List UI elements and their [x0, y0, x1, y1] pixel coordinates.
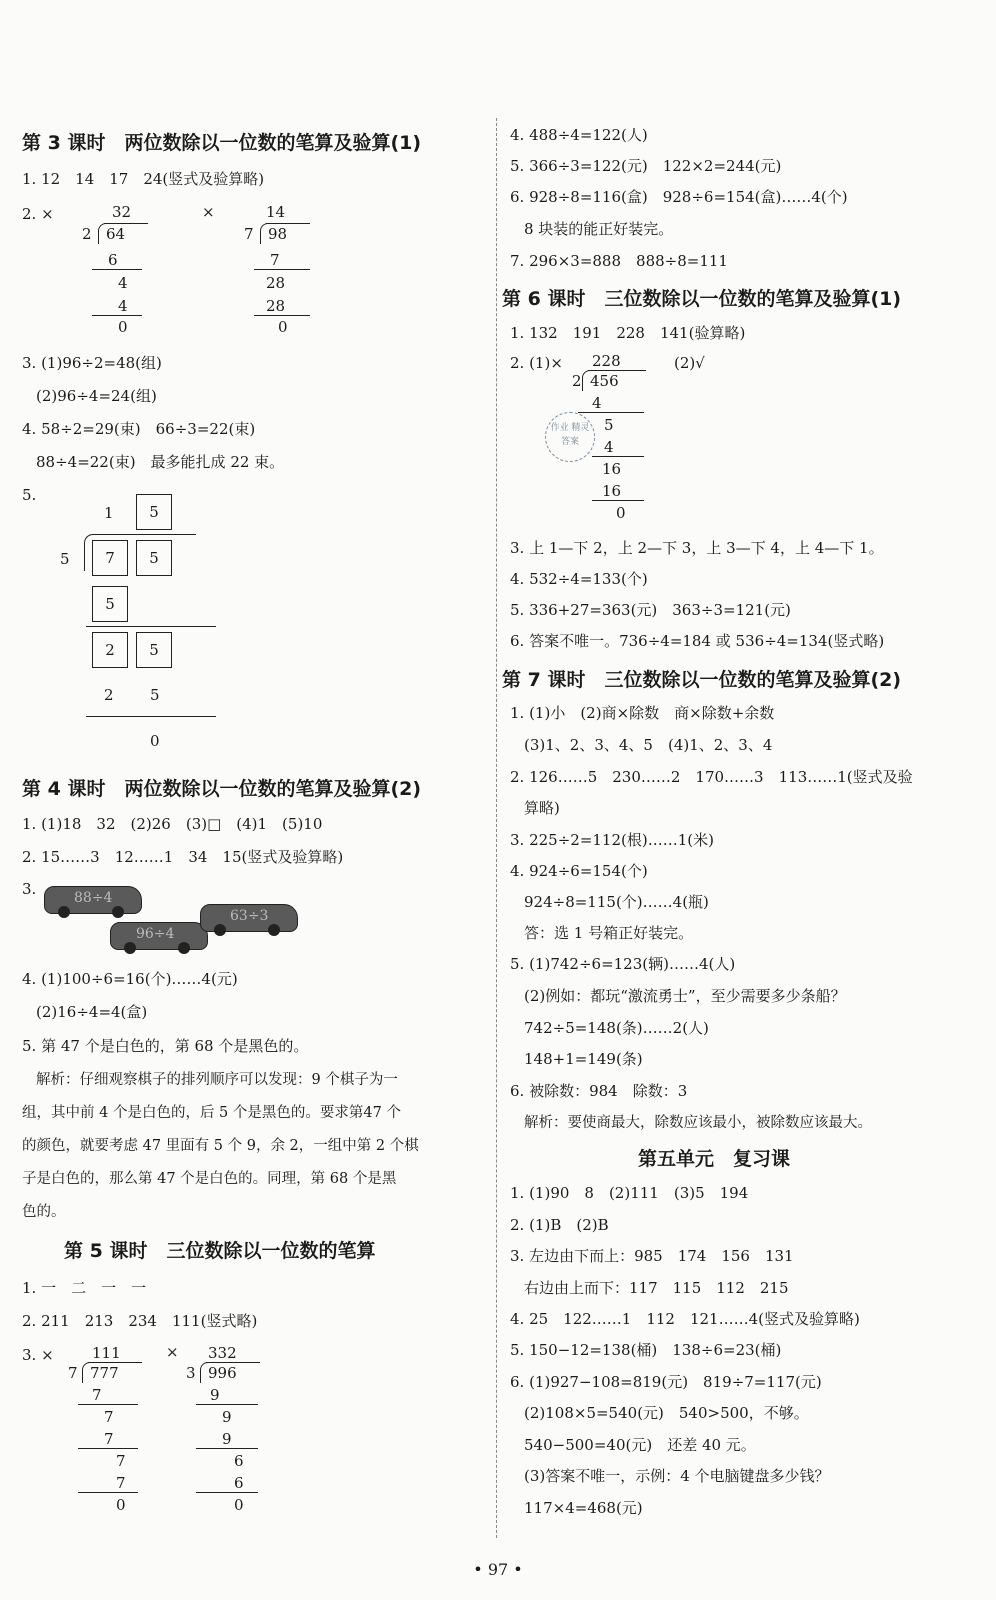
- division-98-by-7: 14 7 98 7 28 28 0: [244, 203, 334, 343]
- l4-q2: 2. 15……3 12……1 34 15(竖式及验算略): [22, 848, 344, 866]
- lesson-7-title: 第 7 课时 三位数除以一位数的笔算及验算(2): [502, 669, 902, 691]
- l4-q4a: 4. (1)100÷6=16(个)……4(元): [22, 970, 238, 988]
- l7-q5a: 5. (1)742÷6=123(辆)……4(人): [510, 955, 736, 973]
- l7-analysis: 解析：要使商最大，除数应该最小，被除数应该最大。: [524, 1115, 872, 1131]
- l4-analysis-2: 组，其中前 4 个是白色的，后 5 个是黑色的。要求第47 个: [22, 1105, 401, 1121]
- lesson-6-title: 第 6 课时 三位数除以一位数的笔算及验算(1): [502, 288, 902, 310]
- division-777-by-7: 111 7 777 7 7 7 7 7 0: [68, 1344, 168, 1524]
- page-number: • 97 •: [473, 1560, 523, 1579]
- l7-q3: 3. 225÷2=112(根)……1(米): [510, 831, 714, 849]
- l6-q4: 4. 532÷4=133(个): [510, 570, 648, 588]
- box-quotient-ones: 5: [136, 494, 172, 530]
- division-456-by-2: 228 2 456 4 5 4 16 16 0: [572, 352, 682, 532]
- l4-analysis-4: 子是白色的，那么第 47 个是白色的。同理，第 68 个是黑: [22, 1171, 397, 1187]
- l4-q5: 5. 第 47 个是白色的，第 68 个是黑色的。: [22, 1037, 309, 1055]
- u5-q2: 2. (1)B (2)B: [510, 1216, 609, 1234]
- box-dividend-ones: 5: [136, 540, 172, 576]
- l7-q2a: 2. 126……5 230……2 170……3 113……1(竖式及验: [510, 768, 913, 786]
- lesson-3-title: 第 3 课时 两位数除以一位数的笔算及验算(1): [22, 132, 422, 154]
- r-q4: 4. 488÷4=122(人): [510, 126, 648, 144]
- box-dividend-tens: 7: [92, 540, 128, 576]
- u5-q6d: (3)答案不唯一，示例：4 个电脑键盘多少钱？: [524, 1467, 830, 1485]
- l3-q2-mark2: ×: [202, 203, 215, 221]
- l7-q1a: 1. (1)小 (2)商×除数 商×除数+余数: [510, 704, 775, 722]
- r-q6b: 8 块装的能正好装完。: [524, 220, 674, 238]
- lesson-4-title: 第 4 课时 两位数除以一位数的笔算及验算(2): [22, 778, 422, 800]
- l3-q1: 1. 12 14 17 24(竖式及验算略): [22, 170, 265, 188]
- u5-q3b: 右边由上而下：117 115 112 215: [524, 1279, 789, 1297]
- column-divider: [496, 118, 497, 1538]
- l3-q2-label: 2. ×: [22, 205, 54, 223]
- l7-q5c: 742÷5=148(条)……2(人): [524, 1019, 709, 1037]
- l5-q2: 2. 211 213 234 111(竖式略): [22, 1312, 258, 1330]
- l7-q4b: 924÷8=115(个)……4(瓶): [524, 893, 709, 911]
- l7-q2b: 算略): [524, 799, 560, 817]
- l4-q1: 1. (1)18 32 (2)26 (3)□ (4)1 (5)10: [22, 815, 323, 833]
- answer-stamp: 作业 精灵 答案: [545, 412, 595, 462]
- r-q7: 7. 296×3=888 888÷8=111: [510, 252, 728, 270]
- l5-q3-label: 3. ×: [22, 1346, 54, 1364]
- lesson-5-title: 第 5 课时 三位数除以一位数的笔算: [64, 1240, 376, 1262]
- l3-q3a: 3. (1)96÷2=48(组): [22, 354, 162, 372]
- r-q6a: 6. 928÷8=116(盒) 928÷6=154(盒)……4(个): [510, 188, 848, 206]
- l7-q4c: 答：选 1 号箱正好装完。: [524, 924, 694, 942]
- l6-q2-b: (2)√: [674, 354, 705, 372]
- r-q5: 5. 366÷3=122(元) 122×2=244(元): [510, 157, 782, 175]
- car-96-div-4: 96÷4: [110, 918, 210, 958]
- car-88-div-4: 88÷4: [44, 880, 144, 920]
- l5-q3-mark2: ×: [166, 1343, 179, 1361]
- l7-q6: 6. 被除数：984 除数：3: [510, 1082, 688, 1100]
- unit-5-title: 第五单元 复习课: [638, 1148, 791, 1170]
- l7-q4a: 4. 924÷6=154(个): [510, 862, 648, 880]
- l6-q5: 5. 336+27=363(元) 363÷3=121(元): [510, 601, 791, 619]
- u5-q6e: 117×4=468(元): [524, 1499, 643, 1517]
- box-step2-ones: 5: [136, 632, 172, 668]
- l7-q1b: (3)1、2、3、4、5 (4)1、2、3、4: [524, 736, 773, 754]
- l7-q5b: (2)例如：都玩“激流勇士”，至少需要多少条船？: [524, 987, 846, 1005]
- u5-q3a: 3. 左边由下而上：985 174 156 131: [510, 1247, 794, 1265]
- box-division: 1 5 5 7 5 5 2 5 2 5 0: [56, 490, 236, 760]
- l3-q3b: (2)96÷4=24(组): [36, 387, 157, 405]
- division-64-by-2: 32 2 64 6 4 4 0: [82, 203, 172, 343]
- l6-q2-a: 2. (1)×: [510, 354, 563, 372]
- division-996-by-3: 332 3 996 9 9 9 6 6 0: [186, 1344, 286, 1524]
- u5-q5: 5. 150−12=138(桶) 138÷6=23(桶): [510, 1341, 782, 1359]
- box-step1: 5: [92, 586, 128, 622]
- l6-q6: 6. 答案不唯一。736÷4=184 或 536÷4=134(竖式略): [510, 632, 885, 650]
- box-step2-tens: 2: [92, 632, 128, 668]
- l4-q4b: (2)16÷4=4(盒): [36, 1003, 148, 1021]
- l4-analysis-1: 解析：仔细观察棋子的排列顺序可以发现：9 个棋子为一: [36, 1072, 398, 1088]
- u5-q6b: (2)108×5=540(元) 540>500，不够。: [524, 1404, 809, 1422]
- u5-q6c: 540−500=40(元) 还差 40 元。: [524, 1436, 756, 1454]
- l6-q1: 1. 132 191 228 141(验算略): [510, 324, 746, 342]
- l4-q3: 3.: [22, 880, 37, 898]
- l3-q4b: 88÷4=22(束) 最多能扎成 22 束。: [36, 453, 285, 471]
- l3-q5: 5.: [22, 486, 37, 504]
- l7-q5d: 148+1=149(条): [524, 1050, 643, 1068]
- car-63-div-3: 63÷3: [200, 900, 300, 940]
- l4-analysis-5: 色的。: [22, 1204, 66, 1220]
- l5-q1: 1. 一 二 一 一: [22, 1279, 147, 1297]
- u5-q4: 4. 25 122……1 112 121……4(竖式及验算略): [510, 1310, 860, 1328]
- l6-q3: 3. 上 1—下 2，上 2—下 3，上 3—下 4，上 4—下 1。: [510, 539, 884, 557]
- l3-q4a: 4. 58÷2=29(束) 66÷3=22(束): [22, 420, 256, 438]
- l4-analysis-3: 的颜色，就要考虑 47 里面有 5 个 9，余 2，一组中第 2 个棋: [22, 1138, 419, 1154]
- u5-q1: 1. (1)90 8 (2)111 (3)5 194: [510, 1184, 749, 1202]
- u5-q6a: 6. (1)927−108=819(元) 819÷7=117(元): [510, 1373, 822, 1391]
